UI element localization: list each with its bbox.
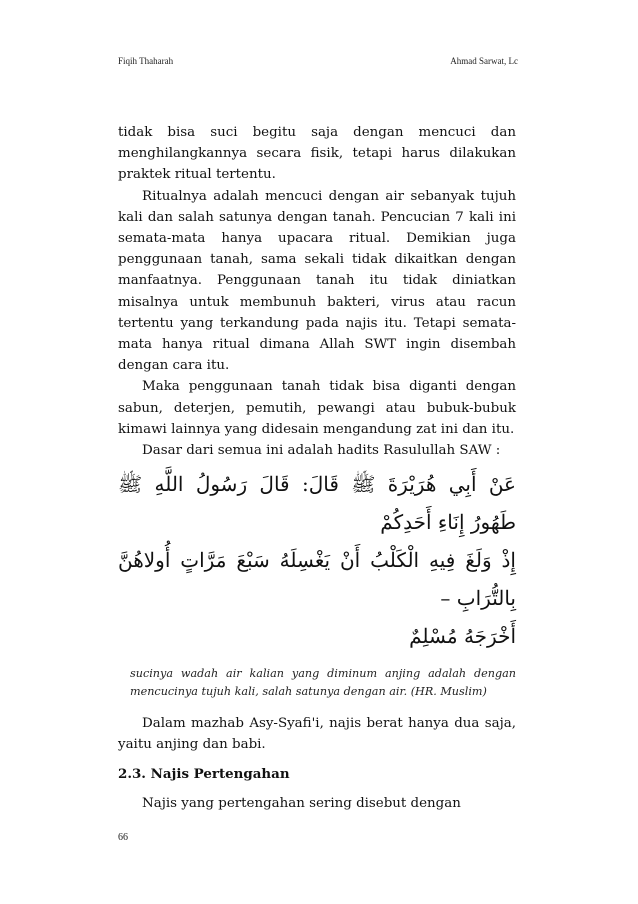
paragraph-4: Dasar dari semua ini adalah hadits Rasulullah SAW : bbox=[142, 443, 501, 459]
page-number: 66 bbox=[118, 832, 128, 843]
running-header-title: Fiqih Thaharah bbox=[118, 56, 174, 66]
paragraph-5: Dalam mazhab Asy-Syafi'i, najis berat hanya dua saja, yaitu anjing dan babi. bbox=[118, 716, 516, 753]
paragraph-1: tidak bisa suci begitu saja dengan mencuci dan menghilangkannya secara fisik, tetapi harus dilakukan praktek ritual tertentu. bbox=[118, 125, 516, 183]
hadith-arabic bbox=[118, 465, 516, 655]
hadith-arabic-line-1: عَنْ أَبِي هُرَيْرَةَ ﷺ قَالَ: قَالَ رَسُولُ اللَّهِ ﷺ طَهُورُ إِنَاءِ أَحَدِكُمْ bbox=[118, 472, 516, 535]
page-body bbox=[118, 122, 516, 814]
paragraph-2: Ritualnya adalah mencuci dengan air sebanyak tujuh kali dan salah satunya dengan tanah. Pencucian 7 kali ini semata-mata hanya upacara ritual. Demikian juga penggunaan tanah, sama sekali tidak dikaitkan dengan manfaatnya. Penggunaan tanah itu tidak diniatkan misalnya untuk membunuh bakteri, virus atau racun tertentu yang terkandung pada najis itu. Tetapi semata-mata hanya ritual dimana Allah SWT ingin disembah dengan cara itu. bbox=[118, 188, 516, 374]
hadith-arabic-line-2: إِذْ وَلَغَ فِيهِ الْكَلْبُ أَنْ يَغْسِلَهُ سَبْعَ مَرَّاتٍ أُولاهُنَّ بِالتُّرَابِ – bbox=[118, 548, 516, 611]
section-heading: 2.3. Najis Pertengahan bbox=[118, 765, 290, 782]
paragraph-3: Maka penggunaan tanah tidak bisa diganti dengan sabun, deterjen, pemutih, pewangi atau bubuk-bubuk kimawi lainnya yang didesain mengandung zat ini dan itu. bbox=[118, 379, 516, 437]
running-header-author: Ahmad Sarwat, Lc bbox=[450, 56, 518, 66]
paragraph-6: Najis yang pertengahan sering disebut dengan bbox=[142, 795, 461, 811]
hadith-translation: sucinya wadah air kalian yang diminum anjing adalah dengan mencucinya tujuh kali, salah satunya dengan air. (HR. Muslim) bbox=[130, 667, 516, 699]
hadith-arabic-line-3: أَخْرَجَهُ مُسْلِمٌ bbox=[409, 624, 516, 649]
